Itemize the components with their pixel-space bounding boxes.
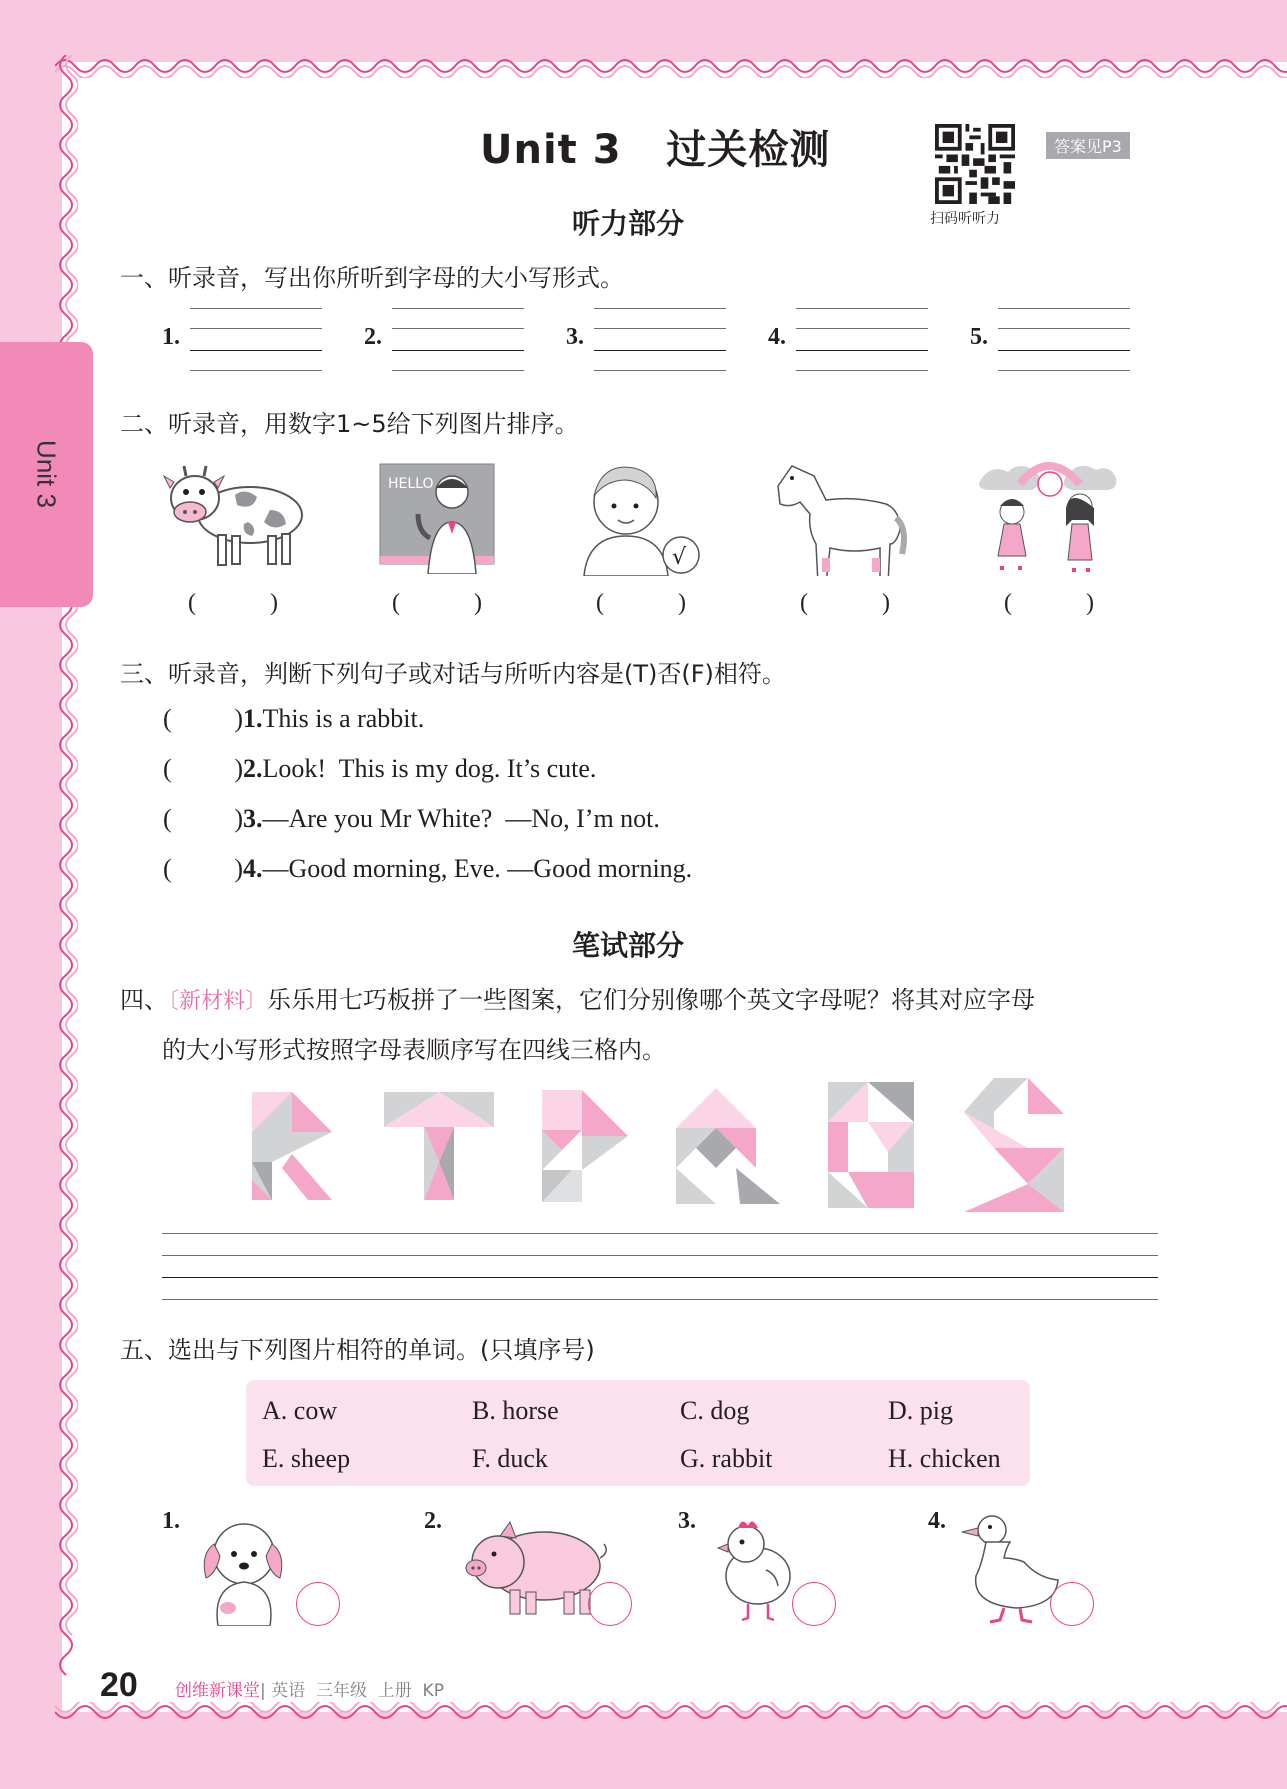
item-sentence: Look! This is my dog. It’s cute. — [262, 754, 597, 783]
bracket-close: ) — [234, 754, 243, 783]
decorative-border-bottom — [55, 1702, 1287, 1732]
bracket-open: ( — [1004, 590, 1012, 616]
item-sentence: This is a rabbit. — [262, 704, 425, 733]
item-sentence: —Good morning, Eve. —Good morning. — [262, 854, 693, 883]
blank-number: 4. — [768, 324, 786, 350]
word-option: A. cow — [262, 1396, 338, 1425]
blank-number: 1. — [162, 324, 180, 350]
writing-section-heading: 笔试部分 — [572, 929, 685, 962]
teacher-hello-picture — [378, 462, 496, 574]
answer-reference-badge: 答案见P3 — [1046, 132, 1130, 159]
bracket-close: ) — [270, 590, 278, 616]
letter-writing-blank[interactable] — [796, 308, 928, 370]
answer-circle[interactable] — [588, 1582, 632, 1626]
true-false-item — [163, 854, 692, 884]
question-1-prompt: 一、听录音，写出你所听到字母的大小写形式。 — [120, 264, 624, 292]
boy-check-picture — [580, 460, 704, 576]
word-option: G. rabbit — [680, 1444, 773, 1473]
bracket-open: ( — [163, 804, 172, 833]
bracket-close: ) — [474, 590, 482, 616]
blank-number: 3. — [566, 324, 584, 350]
word-option: D. pig — [888, 1396, 953, 1425]
tangram-letter-s — [964, 1078, 1064, 1212]
item-number: 3. — [243, 804, 263, 833]
item-sentence: —Are you Mr White? —No, I’m not. — [262, 804, 660, 833]
ordering-answer-bracket[interactable] — [392, 590, 482, 617]
cow-picture — [160, 460, 306, 576]
tangram-letter-t — [384, 1092, 494, 1200]
tangram-letter-r — [252, 1092, 336, 1200]
tangram-letter-p — [542, 1090, 628, 1202]
unit-side-tab — [0, 342, 93, 607]
word-bank — [246, 1380, 1030, 1486]
picture-number: 1. — [162, 1508, 180, 1534]
footer-brand: 创维新课堂 — [175, 1681, 260, 1701]
ordering-answer-bracket[interactable] — [188, 590, 278, 617]
footer-details: | 英语 三年级 上册 KP — [260, 1681, 444, 1701]
pig-picture — [460, 1518, 608, 1618]
word-option: B. horse — [472, 1396, 559, 1425]
true-false-answer-bracket[interactable] — [163, 704, 243, 734]
tangram-letter-o — [828, 1082, 914, 1208]
decorative-border-left — [48, 55, 78, 1715]
page-title: Unit 3 过关检测 — [480, 127, 831, 173]
decorative-border-top — [55, 48, 1287, 78]
bracket-open: ( — [163, 854, 172, 883]
word-option: E. sheep — [262, 1444, 351, 1473]
letter-writing-blank[interactable] — [392, 308, 524, 370]
chicken-picture — [712, 1514, 796, 1622]
four-line-writing-area[interactable] — [162, 1233, 1158, 1301]
question-4-line-2: 的大小写形式按照字母表顺序写在四线三格内。 — [162, 1036, 666, 1064]
bracket-open: ( — [800, 590, 808, 616]
picture-number: 3. — [678, 1508, 696, 1534]
word-option: C. dog — [680, 1396, 750, 1425]
true-false-answer-bracket[interactable] — [163, 854, 243, 884]
ordering-answer-bracket[interactable] — [800, 590, 890, 617]
bracket-open: ( — [392, 590, 400, 616]
true-false-answer-bracket[interactable] — [163, 754, 243, 784]
bracket-close: ) — [234, 854, 243, 883]
bracket-open: ( — [163, 754, 172, 783]
letter-writing-blank[interactable] — [190, 308, 322, 370]
question-2-prompt: 二、听录音，用数字1~5给下列图片排序。 — [120, 410, 579, 438]
bracket-close: ) — [678, 590, 686, 616]
item-number: 2. — [243, 754, 263, 783]
answer-circle[interactable] — [792, 1582, 836, 1626]
bracket-open: ( — [188, 590, 196, 616]
picture-number: 4. — [928, 1508, 946, 1534]
blank-number: 2. — [364, 324, 382, 350]
dog-picture — [198, 1514, 288, 1626]
true-false-item — [163, 754, 596, 784]
footer-book-info — [175, 1676, 444, 1701]
bracket-close: ) — [882, 590, 890, 616]
answer-circle[interactable] — [296, 1582, 340, 1626]
true-false-answer-bracket[interactable] — [163, 804, 243, 834]
question-4-prefix: 四、 — [120, 986, 168, 1014]
listening-section-heading: 听力部分 — [572, 207, 685, 240]
letter-writing-blank[interactable] — [998, 308, 1130, 370]
letter-writing-blank[interactable] — [594, 308, 726, 370]
blank-number: 5. — [970, 324, 988, 350]
horse-picture — [768, 462, 908, 576]
question-4-line-1: 乐乐用七巧板拼了一些图案，它们分别像哪个英文字母呢？将其对应字母 — [267, 986, 1036, 1014]
bracket-close: ) — [234, 804, 243, 833]
check-mark-icon: √ — [672, 545, 687, 570]
bracket-open: ( — [163, 704, 172, 733]
question-5-prompt: 五、选出与下列图片相符的单词。(只填序号) — [120, 1336, 595, 1364]
answer-circle[interactable] — [1050, 1582, 1094, 1626]
qr-code-icon[interactable] — [935, 124, 1015, 204]
picture-number: 2. — [424, 1508, 442, 1534]
word-option: H. chicken — [888, 1444, 1001, 1473]
qr-caption: 扫码听听力 — [930, 211, 1000, 227]
unit-side-tab-label: Unit 3 — [31, 440, 62, 508]
bracket-open: ( — [596, 590, 604, 616]
children-sun-picture — [972, 456, 1124, 576]
bracket-close: ) — [1086, 590, 1094, 616]
tangram-letter-q — [676, 1088, 780, 1204]
duck-picture — [958, 1512, 1060, 1624]
bracket-close: ) — [234, 704, 243, 733]
page-number: 20 — [100, 1666, 138, 1704]
true-false-item — [163, 704, 424, 734]
svg-text:HELLO: HELLO — [388, 476, 434, 492]
item-number: 1. — [243, 704, 263, 733]
question-3-prompt: 三、听录音，判断下列句子或对话与所听内容是(T)否(F)相符。 — [120, 660, 786, 688]
word-option: F. duck — [472, 1444, 548, 1473]
ordering-answer-bracket[interactable] — [596, 590, 686, 617]
true-false-item — [163, 804, 660, 834]
item-number: 4. — [243, 854, 263, 883]
ordering-answer-bracket[interactable] — [1004, 590, 1094, 617]
new-material-tag: 〔新材料〕 — [168, 989, 268, 1014]
question-4-prompt — [120, 980, 1035, 1015]
